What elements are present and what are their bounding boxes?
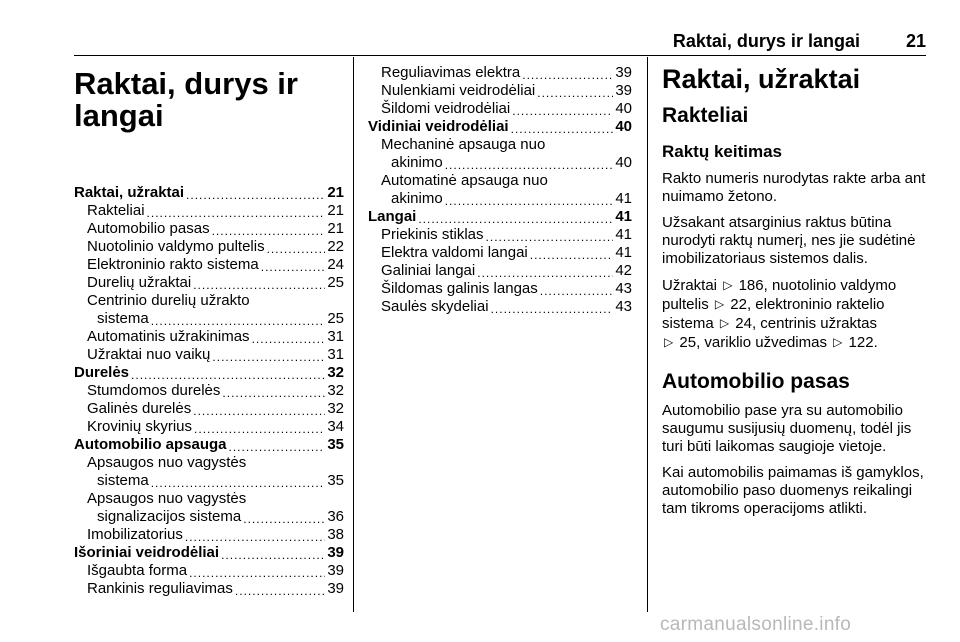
toc-leader-dots xyxy=(151,314,326,328)
toc-entry[interactable] xyxy=(74,346,344,364)
toc-entry-label: Reguliavimas elektra xyxy=(381,64,521,81)
toc-page-number: 40 xyxy=(615,118,632,135)
toc-entry-label: signalizacijos sistema xyxy=(97,508,242,525)
toc-column-2 xyxy=(368,64,632,316)
toc-entry[interactable] xyxy=(74,508,344,526)
toc-leader-dots xyxy=(193,278,325,292)
toc-page-number: 35 xyxy=(327,472,344,489)
toc-page-number: 34 xyxy=(327,418,344,435)
toc-leader-dots xyxy=(252,332,326,346)
toc-leader-dots xyxy=(445,194,614,208)
toc-entry-label: Nuotolinio valdymo pultelis xyxy=(87,238,265,255)
toc-entry[interactable] xyxy=(74,310,344,328)
toc-entry-label: Šildomi veidrodėliai xyxy=(381,100,511,117)
toc-entry[interactable] xyxy=(368,244,632,262)
toc-leader-dots xyxy=(222,386,325,400)
toc-leader-dots xyxy=(151,476,326,490)
toc-entry-label: Automobilio pasas xyxy=(87,220,210,237)
toc-entry-label: Elektroninio rakto sistema xyxy=(87,256,259,273)
toc-entry-label: sistema xyxy=(97,472,149,489)
toc-leader-dots xyxy=(261,260,326,274)
toc-entry[interactable] xyxy=(74,472,344,490)
toc-leader-dots xyxy=(185,530,325,544)
toc-page-number: 39 xyxy=(615,82,632,99)
section2-title: Automobilio pasas xyxy=(662,370,850,393)
toc-leader-dots xyxy=(491,302,614,316)
toc-page-number: 31 xyxy=(327,328,344,345)
toc-entry-label: Mechaninė apsauga nuo xyxy=(381,136,546,153)
toc-page-number: 31 xyxy=(327,346,344,363)
toc-entry-label: Priekinis stiklas xyxy=(381,226,484,243)
toc-entry[interactable] xyxy=(368,226,632,244)
toc-heading-entry[interactable] xyxy=(74,184,344,202)
ref-text-2: 186, nuotolinio valdymo pultelis xyxy=(662,277,897,313)
toc-entry-label: Krovinių skyrius xyxy=(87,418,193,435)
toc-entry-label: Automatinė apsauga nuo xyxy=(381,172,548,189)
toc-entry-label: Raktai, užraktai xyxy=(74,184,185,201)
header-title: Raktai, durys ir langai xyxy=(672,30,860,51)
toc-leader-dots xyxy=(530,248,614,262)
toc-entry-label: Langai xyxy=(368,208,417,225)
toc-page-number: 32 xyxy=(327,382,344,399)
toc-leader-dots xyxy=(194,422,325,436)
toc-entry-label: Automobilio apsauga xyxy=(74,436,227,453)
toc-entry-label: Automatinis užrakinimas xyxy=(87,328,250,345)
page-header xyxy=(74,28,926,54)
toc-leader-dots xyxy=(229,440,326,454)
toc-leader-dots xyxy=(522,68,613,82)
toc-entry-label: Saulės skydeliai xyxy=(381,298,489,315)
toc-leader-dots xyxy=(212,224,326,238)
toc-leader-dots xyxy=(193,404,325,418)
toc-heading-entry[interactable] xyxy=(368,208,632,226)
toc-page-number: 42 xyxy=(615,262,632,279)
toc-entry-label: Išoriniai veidrodėliai xyxy=(74,544,220,561)
toc-leader-dots xyxy=(147,206,326,220)
subsub-title: Raktų keitimas xyxy=(662,142,782,161)
toc-entry[interactable] xyxy=(74,418,344,436)
toc-entry[interactable] xyxy=(74,256,344,274)
toc-entry[interactable] xyxy=(368,154,632,172)
toc-entry-label: Durelių užraktai xyxy=(87,274,192,291)
toc-entry-label: Rankinis reguliavimas xyxy=(87,580,233,597)
right-triangle-arrow-icon: ▷ xyxy=(719,316,730,330)
toc-page-number: 43 xyxy=(615,280,632,297)
paragraph-3 xyxy=(662,276,928,352)
toc-entry[interactable] xyxy=(74,202,344,220)
right-triangle-arrow-icon: ▷ xyxy=(723,278,733,292)
toc-leader-dots xyxy=(537,86,613,100)
toc-leader-dots xyxy=(540,284,614,298)
toc-leader-dots xyxy=(235,584,325,598)
paragraph-2: Užsakant atsarginius raktus būtina nurodyti raktų numerį, nes jie sudėtinė imobilizatoriaus sistemos dalis. xyxy=(662,214,916,267)
toc-entry-label: Durelės xyxy=(74,364,130,381)
toc-entry[interactable] xyxy=(368,64,632,82)
toc-page-number: 22 xyxy=(327,238,344,255)
ref-text-1: Užraktai xyxy=(662,277,722,294)
toc-entry-label: Apsaugos nuo vagystės xyxy=(87,490,247,507)
toc-entry-label: akinimo xyxy=(391,190,443,207)
toc-heading-entry[interactable] xyxy=(74,364,344,382)
toc-page-number: 39 xyxy=(327,544,344,561)
toc-entry[interactable] xyxy=(74,382,344,400)
toc-entry[interactable] xyxy=(368,136,632,154)
toc-entry[interactable] xyxy=(74,400,344,418)
toc-entry[interactable] xyxy=(74,328,344,346)
toc-entry-label: Užraktai nuo vaikų xyxy=(87,346,211,363)
toc-list-2 xyxy=(368,64,632,316)
toc-leader-dots xyxy=(445,158,614,172)
ref-text-5: 25, variklio užvedimas xyxy=(679,334,832,351)
toc-leader-dots xyxy=(221,548,325,562)
toc-entry[interactable] xyxy=(368,280,632,298)
paragraph-1: Rakto numeris nurodytas rakte arba ant nuimamo žetono. xyxy=(662,170,926,205)
toc-page-number: 39 xyxy=(327,562,344,579)
toc-page-number: 40 xyxy=(615,154,632,171)
toc-page-number: 21 xyxy=(327,202,344,219)
toc-entry[interactable] xyxy=(368,190,632,208)
right-triangle-arrow-icon: ▷ xyxy=(833,335,843,349)
toc-entry-label: Centrinio durelių užrakto xyxy=(87,292,250,309)
toc-entry[interactable] xyxy=(74,454,344,472)
toc-entry[interactable] xyxy=(74,580,344,598)
toc-entry[interactable] xyxy=(368,100,632,118)
toc-heading-entry[interactable] xyxy=(74,544,344,562)
toc-entry[interactable] xyxy=(368,262,632,280)
toc-leader-dots xyxy=(212,350,325,364)
toc-entry-label: Galiniai langai xyxy=(381,262,476,279)
column-divider-2 xyxy=(647,57,648,612)
toc-entry-label: Galinės durelės xyxy=(87,400,192,417)
toc-page-number: 38 xyxy=(327,526,344,543)
toc-entry[interactable] xyxy=(74,562,344,580)
header-rule xyxy=(74,55,926,56)
toc-page-number: 25 xyxy=(327,274,344,291)
column-divider-1 xyxy=(353,57,354,612)
toc-entry[interactable] xyxy=(74,220,344,238)
toc-entry[interactable] xyxy=(74,490,344,508)
toc-entry[interactable] xyxy=(74,238,344,256)
right-triangle-arrow-icon: ▷ xyxy=(714,297,725,311)
toc-entry[interactable] xyxy=(74,526,344,544)
toc-entry-label: Vidiniai veidrodėliai xyxy=(368,118,509,135)
toc-entry[interactable] xyxy=(74,274,344,292)
paragraph-5: Kai automobilis paimamas iš gamyklos, automobilio paso duomenys reikalingi tam tikroms operacijoms atlikti. xyxy=(662,464,924,517)
ref-text-6: 122. xyxy=(848,334,878,351)
toc-entry[interactable] xyxy=(74,292,344,310)
right-triangle-arrow-icon: ▷ xyxy=(664,335,674,349)
toc-entry-label: Nulenkiami veidrodėliai xyxy=(381,82,536,99)
content-column xyxy=(662,64,928,526)
ref-text-4: 24, centrinis užraktas xyxy=(735,315,877,332)
toc-page-number: 43 xyxy=(615,298,632,315)
toc-heading-entry[interactable] xyxy=(74,436,344,454)
toc-page-number: 39 xyxy=(327,580,344,597)
sub-title: Rakteliai xyxy=(662,104,749,127)
toc-page-number: 35 xyxy=(327,436,344,453)
toc-page-number: 41 xyxy=(615,226,632,243)
toc-entry-label: Išgaubta forma xyxy=(87,562,188,579)
toc-page-number: 40 xyxy=(615,100,632,117)
toc-page-number: 41 xyxy=(615,208,632,225)
toc-leader-dots xyxy=(418,212,613,226)
toc-entry-label: Elektra valdomi langai xyxy=(381,244,528,261)
header-page-number: 21 xyxy=(905,30,926,51)
toc-entry-label: Apsaugos nuo vagystės xyxy=(87,454,247,471)
toc-page-number: 41 xyxy=(615,190,632,207)
toc-page-number: 24 xyxy=(327,256,344,273)
toc-entry-label: sistema xyxy=(97,310,149,327)
toc-page-number: 21 xyxy=(327,184,344,201)
toc-entry-label: Imobilizatorius xyxy=(87,526,183,543)
ref-text-3: 22, elektroninio raktelio sistema xyxy=(662,296,885,332)
toc-entry-label: Rakteliai xyxy=(87,202,145,219)
toc-entry[interactable] xyxy=(368,298,632,316)
toc-page-number: 36 xyxy=(327,508,344,525)
chapter-title: Raktai, durys ir langai xyxy=(74,66,298,133)
toc-leader-dots xyxy=(131,368,325,382)
toc-leader-dots xyxy=(511,122,614,136)
toc-leader-dots xyxy=(477,266,613,280)
toc-heading-entry[interactable] xyxy=(368,118,632,136)
toc-entry[interactable] xyxy=(368,82,632,100)
toc-page-number: 25 xyxy=(327,310,344,327)
toc-leader-dots xyxy=(243,512,325,526)
toc-leader-dots xyxy=(189,566,325,580)
toc-entry-label: akinimo xyxy=(391,154,443,171)
toc-page-number: 39 xyxy=(615,64,632,81)
toc-page-number: 41 xyxy=(615,244,632,261)
toc-list-1 xyxy=(74,184,344,598)
toc-page-number: 32 xyxy=(327,400,344,417)
toc-entry-label: Stumdomos durelės xyxy=(87,382,221,399)
section-title: Raktai, užraktai xyxy=(662,64,861,94)
toc-entry-label: Šildomas galinis langas xyxy=(381,280,538,297)
toc-entry[interactable] xyxy=(368,172,632,190)
toc-leader-dots xyxy=(186,188,325,202)
toc-column-1 xyxy=(74,64,344,598)
toc-leader-dots xyxy=(486,230,614,244)
toc-page-number: 21 xyxy=(327,220,344,237)
toc-leader-dots xyxy=(267,242,326,256)
toc-page-number: 32 xyxy=(327,364,344,381)
paragraph-4: Automobilio pase yra su automobilio saugumu susijusių duomenų, todėl jis turi būti laikomas saugioje vietoje. xyxy=(662,402,912,455)
watermark: carmanualsonline.info xyxy=(660,614,852,635)
toc-leader-dots xyxy=(512,104,613,118)
